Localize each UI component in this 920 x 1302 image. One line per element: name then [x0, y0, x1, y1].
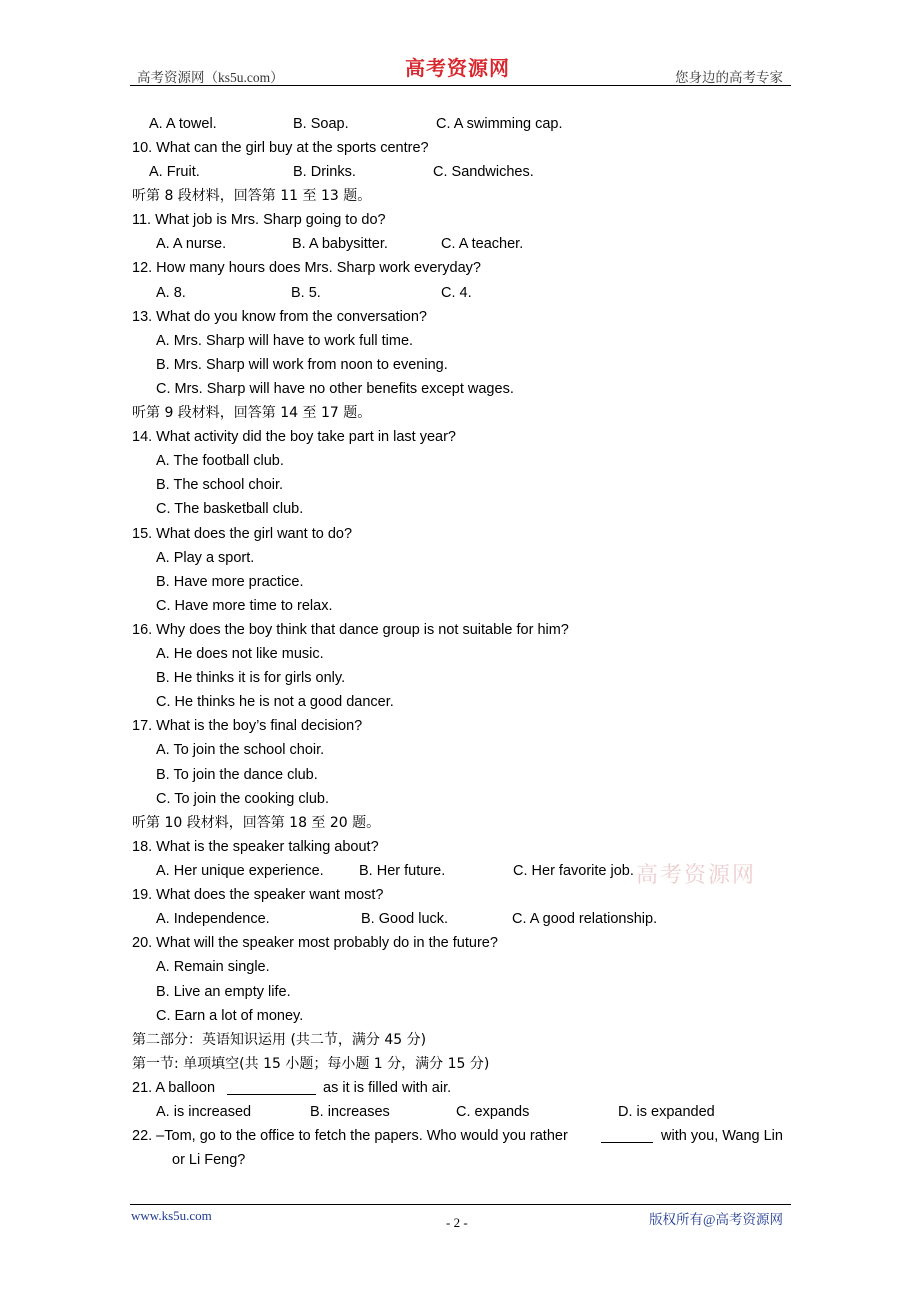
header-divider: [130, 85, 791, 86]
q18-option-b: B. Her future.: [359, 863, 446, 879]
section-10-heading: 听第 10 段材料，回答第 18 至 20 题。: [132, 815, 381, 831]
q10-question: 10. What can the girl buy at the sports centre?: [132, 140, 429, 156]
header-left-text: 高考资源网（ks5u.com）: [137, 70, 284, 85]
q16-option-c: C. He thinks he is not a good dancer.: [156, 694, 394, 710]
q19-option-c: C. A good relationship.: [512, 911, 658, 927]
q10-option-b: B. Drinks.: [293, 164, 356, 180]
q22-suffix: with you, Wang Lin: [661, 1128, 783, 1144]
q14-option-c: C. The basketball club.: [156, 501, 304, 517]
q9-option-b: B. Soap.: [293, 116, 349, 132]
q21-option-d: D. is expanded: [618, 1104, 715, 1120]
q17-question: 17. What is the boy’s final decision?: [132, 718, 363, 734]
q18-question: 18. What is the speaker talking about?: [132, 839, 379, 855]
q21-suffix: as it is filled with air.: [323, 1080, 452, 1096]
q16-option-b: B. He thinks it is for girls only.: [156, 670, 346, 686]
page-number: - 2 -: [446, 1215, 468, 1230]
q20-option-b: B. Live an empty life.: [156, 984, 291, 1000]
q12-question: 12. How many hours does Mrs. Sharp work everyday?: [132, 260, 481, 276]
q14-option-b: B. The school choir.: [156, 477, 284, 493]
q21-option-c: C. expands: [456, 1104, 530, 1120]
q18-option-a: A. Her unique experience.: [156, 863, 324, 879]
header-right-text: 您身边的高考专家: [675, 70, 783, 85]
q20-option-c: C. Earn a lot of money.: [156, 1008, 304, 1024]
watermark: 高考资源网: [636, 863, 757, 888]
q21-option-a: A. is increased: [156, 1104, 252, 1120]
q17-option-b: B. To join the dance club.: [156, 767, 318, 783]
q21-prefix: 21. A balloon: [132, 1080, 216, 1096]
q22-line-2: or Li Feng?: [172, 1152, 246, 1168]
q11-option-b: B. A babysitter.: [292, 236, 388, 252]
footer-copyright: 版权所有@高考资源网: [649, 1212, 783, 1227]
q15-question: 15. What does the girl want to do?: [132, 526, 353, 542]
q9-option-c: C. A swimming cap.: [436, 116, 563, 132]
q20-question: 20. What will the speaker most probably do in the future?: [132, 935, 498, 951]
q13-option-b: B. Mrs. Sharp will work from noon to evening.: [156, 357, 448, 373]
q18-option-c: C. Her favorite job.: [513, 863, 634, 879]
part-2-section-1-heading: 第一节: 单项填空(共 15 小题；每小题 1 分，满分 15 分): [132, 1056, 490, 1072]
q13-question: 13. What do you know from the conversation?: [132, 309, 427, 325]
q19-option-a: A. Independence.: [156, 911, 270, 927]
q15-option-b: B. Have more practice.: [156, 574, 304, 590]
part-2-heading: 第二部分：英语知识运用 (共二节，满分 45 分): [132, 1032, 427, 1048]
q19-question: 19. What does the speaker want most?: [132, 887, 384, 903]
header-logo: 高考资源网: [405, 56, 510, 80]
q16-question: 16. Why does the boy think that dance group is not suitable for him?: [132, 622, 569, 638]
q9-option-a: A. A towel.: [149, 116, 217, 132]
q15-option-a: A. Play a sport.: [156, 550, 255, 566]
q14-question: 14. What activity did the boy take part in last year?: [132, 429, 456, 445]
q19-option-b: B. Good luck.: [361, 911, 449, 927]
q17-option-c: C. To join the cooking club.: [156, 791, 330, 807]
q12-option-a: A. 8.: [156, 285, 186, 301]
section-8-heading: 听第 8 段材料，回答第 11 至 13 题。: [132, 188, 372, 204]
q12-option-c: C. 4.: [441, 285, 472, 301]
section-9-heading: 听第 9 段材料，回答第 14 至 17 题。: [132, 405, 372, 421]
q10-option-a: A. Fruit.: [149, 164, 200, 180]
q22-blank: [601, 1127, 653, 1151]
q15-option-c: C. Have more time to relax.: [156, 598, 333, 614]
footer-website-link[interactable]: www.ks5u.com: [131, 1208, 212, 1223]
q20-option-a: A. Remain single.: [156, 959, 270, 975]
q13-option-a: A. Mrs. Sharp will have to work full time.: [156, 333, 414, 349]
q11-option-c: C. A teacher.: [441, 236, 524, 252]
q13-option-c: C. Mrs. Sharp will have no other benefits except wages.: [156, 381, 514, 397]
q22-prefix: 22. –Tom, go to the office to fetch the papers. Who would you rather: [132, 1128, 568, 1144]
q12-option-b: B. 5.: [291, 285, 321, 301]
footer-divider: [130, 1204, 791, 1205]
q21-option-b: B. increases: [310, 1104, 390, 1120]
q11-question: 11. What job is Mrs. Sharp going to do?: [132, 212, 386, 228]
q10-option-c: C. Sandwiches.: [433, 164, 534, 180]
q16-option-a: A. He does not like music.: [156, 646, 324, 662]
q11-option-a: A. A nurse.: [156, 236, 227, 252]
q17-option-a: A. To join the school choir.: [156, 742, 325, 758]
q14-option-a: A. The football club.: [156, 453, 284, 469]
